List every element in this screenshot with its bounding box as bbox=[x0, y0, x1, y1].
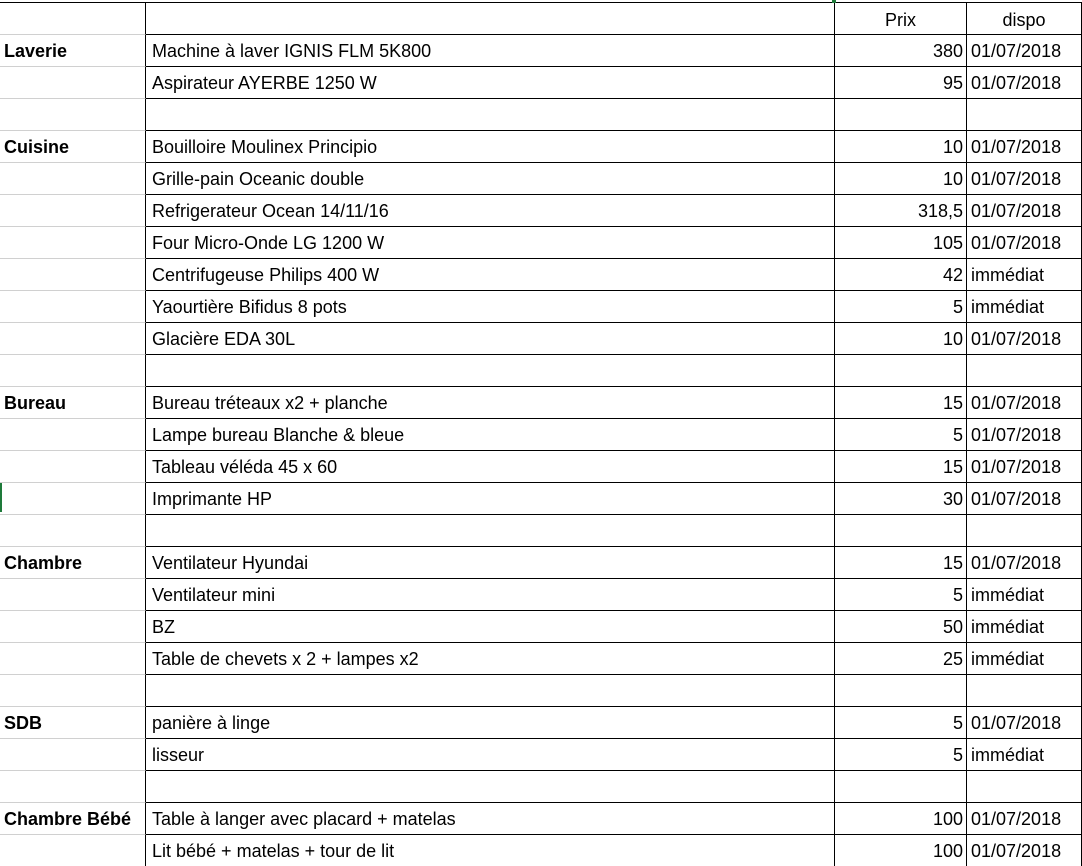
prix-cell[interactable] bbox=[835, 355, 967, 387]
prix-cell[interactable]: 10 bbox=[835, 163, 967, 195]
prix-cell[interactable] bbox=[835, 515, 967, 547]
category-cell[interactable] bbox=[0, 67, 146, 99]
dispo-cell[interactable]: 01/07/2018 bbox=[967, 483, 1082, 515]
dispo-cell[interactable]: 01/07/2018 bbox=[967, 163, 1082, 195]
category-cell[interactable] bbox=[0, 291, 146, 323]
item-cell[interactable]: Machine à laver IGNIS FLM 5K800 bbox=[146, 35, 835, 67]
category-cell[interactable] bbox=[0, 739, 146, 771]
dispo-cell[interactable]: 01/07/2018 bbox=[967, 835, 1082, 866]
item-cell[interactable]: Lampe bureau Blanche & bleue bbox=[146, 419, 835, 451]
item-cell[interactable]: Grille-pain Oceanic double bbox=[146, 163, 835, 195]
prix-cell[interactable]: 100 bbox=[835, 835, 967, 866]
item-cell[interactable]: Table de chevets x 2 + lampes x2 bbox=[146, 643, 835, 675]
prix-cell[interactable]: 30 bbox=[835, 483, 967, 515]
dispo-cell[interactable]: 01/07/2018 bbox=[967, 195, 1082, 227]
prix-cell[interactable]: 5 bbox=[835, 707, 967, 739]
item-cell[interactable] bbox=[146, 99, 835, 131]
dispo-cell[interactable]: immédiat bbox=[967, 291, 1082, 323]
prix-cell[interactable]: 50 bbox=[835, 611, 967, 643]
prix-cell[interactable]: 95 bbox=[835, 67, 967, 99]
category-cell[interactable] bbox=[0, 579, 146, 611]
category-cell[interactable] bbox=[0, 99, 146, 131]
prix-cell[interactable] bbox=[835, 771, 967, 803]
prix-cell[interactable]: 10 bbox=[835, 323, 967, 355]
category-cell[interactable] bbox=[0, 163, 146, 195]
prix-cell[interactable]: 5 bbox=[835, 291, 967, 323]
prix-cell[interactable]: 5 bbox=[835, 739, 967, 771]
dispo-cell[interactable] bbox=[967, 99, 1082, 131]
category-cell[interactable] bbox=[0, 259, 146, 291]
item-cell[interactable]: Centrifugeuse Philips 400 W bbox=[146, 259, 835, 291]
dispo-cell[interactable]: 01/07/2018 bbox=[967, 227, 1082, 259]
category-cell[interactable]: Cuisine bbox=[0, 131, 146, 163]
item-cell[interactable]: Bureau tréteaux x2 + planche bbox=[146, 387, 835, 419]
dispo-cell[interactable]: 01/07/2018 bbox=[967, 547, 1082, 579]
dispo-cell[interactable]: 01/07/2018 bbox=[967, 419, 1082, 451]
header-cell-dispo[interactable]: dispo bbox=[967, 3, 1082, 35]
item-cell[interactable]: lisseur bbox=[146, 739, 835, 771]
prix-cell[interactable]: 25 bbox=[835, 643, 967, 675]
item-cell[interactable]: Lit bébé + matelas + tour de lit bbox=[146, 835, 835, 866]
prix-cell[interactable]: 318,5 bbox=[835, 195, 967, 227]
category-cell[interactable]: SDB bbox=[0, 707, 146, 739]
category-cell[interactable] bbox=[0, 323, 146, 355]
category-cell[interactable] bbox=[0, 835, 146, 866]
item-cell[interactable]: Bouilloire Moulinex Principio bbox=[146, 131, 835, 163]
item-cell[interactable] bbox=[146, 675, 835, 707]
prix-cell[interactable]: 105 bbox=[835, 227, 967, 259]
dispo-cell[interactable]: 01/07/2018 bbox=[967, 707, 1082, 739]
prix-cell[interactable]: 5 bbox=[835, 579, 967, 611]
item-cell[interactable] bbox=[146, 515, 835, 547]
category-cell[interactable] bbox=[0, 643, 146, 675]
dispo-cell[interactable]: 01/07/2018 bbox=[967, 67, 1082, 99]
category-cell[interactable] bbox=[0, 227, 146, 259]
item-cell[interactable]: Ventilateur mini bbox=[146, 579, 835, 611]
header-cell-item[interactable] bbox=[146, 3, 835, 35]
category-cell[interactable] bbox=[0, 195, 146, 227]
category-cell[interactable] bbox=[0, 355, 146, 387]
dispo-cell[interactable]: immédiat bbox=[967, 643, 1082, 675]
category-cell[interactable] bbox=[0, 515, 146, 547]
item-cell[interactable]: Refrigerateur Ocean 14/11/16 bbox=[146, 195, 835, 227]
dispo-cell[interactable] bbox=[967, 515, 1082, 547]
dispo-cell[interactable] bbox=[967, 675, 1082, 707]
prix-cell[interactable]: 5 bbox=[835, 419, 967, 451]
category-cell[interactable] bbox=[0, 483, 146, 515]
dispo-cell[interactable]: 01/07/2018 bbox=[967, 35, 1082, 67]
category-cell[interactable] bbox=[0, 419, 146, 451]
dispo-cell[interactable]: immédiat bbox=[967, 611, 1082, 643]
item-cell[interactable]: Ventilateur Hyundai bbox=[146, 547, 835, 579]
prix-cell[interactable]: 10 bbox=[835, 131, 967, 163]
item-cell[interactable]: Tableau véléda 45 x 60 bbox=[146, 451, 835, 483]
item-cell[interactable]: Imprimante HP bbox=[146, 483, 835, 515]
category-cell[interactable]: Chambre bbox=[0, 547, 146, 579]
item-cell[interactable]: BZ bbox=[146, 611, 835, 643]
prix-cell[interactable]: 15 bbox=[835, 451, 967, 483]
dispo-cell[interactable]: 01/07/2018 bbox=[967, 323, 1082, 355]
item-cell[interactable]: Four Micro-Onde LG 1200 W bbox=[146, 227, 835, 259]
item-cell[interactable] bbox=[146, 771, 835, 803]
category-cell[interactable] bbox=[0, 771, 146, 803]
prix-cell[interactable] bbox=[835, 99, 967, 131]
dispo-cell[interactable]: immédiat bbox=[967, 739, 1082, 771]
table-grid bbox=[0, 3, 1082, 866]
category-cell[interactable] bbox=[0, 451, 146, 483]
dispo-cell[interactable]: immédiat bbox=[967, 579, 1082, 611]
prix-cell[interactable]: 42 bbox=[835, 259, 967, 291]
dispo-cell[interactable]: immédiat bbox=[967, 259, 1082, 291]
item-cell[interactable]: Aspirateur AYERBE 1250 W bbox=[146, 67, 835, 99]
dispo-cell[interactable]: 01/07/2018 bbox=[967, 387, 1082, 419]
category-cell[interactable] bbox=[0, 675, 146, 707]
dispo-cell[interactable]: 01/07/2018 bbox=[967, 803, 1082, 835]
item-cell[interactable]: panière à linge bbox=[146, 707, 835, 739]
prix-cell[interactable]: 380 bbox=[835, 35, 967, 67]
prix-cell[interactable]: 15 bbox=[835, 547, 967, 579]
prix-cell[interactable] bbox=[835, 675, 967, 707]
item-cell[interactable]: Table à langer avec placard + matelas bbox=[146, 803, 835, 835]
prix-cell[interactable]: 100 bbox=[835, 803, 967, 835]
dispo-cell[interactable] bbox=[967, 771, 1082, 803]
header-cell-prix[interactable]: Prix bbox=[835, 3, 967, 35]
prix-cell[interactable]: 15 bbox=[835, 387, 967, 419]
category-cell[interactable]: Laverie bbox=[0, 35, 146, 67]
dispo-cell[interactable]: 01/07/2018 bbox=[967, 451, 1082, 483]
dispo-cell[interactable] bbox=[967, 355, 1082, 387]
category-cell[interactable] bbox=[0, 611, 146, 643]
header-cell-category[interactable] bbox=[0, 3, 146, 35]
item-cell[interactable]: Yaourtière Bifidus 8 pots bbox=[146, 291, 835, 323]
category-cell[interactable]: Bureau bbox=[0, 387, 146, 419]
dispo-cell[interactable]: 01/07/2018 bbox=[967, 131, 1082, 163]
item-cell[interactable] bbox=[146, 355, 835, 387]
category-cell[interactable]: Chambre Bébé bbox=[0, 803, 146, 835]
item-cell[interactable]: Glacière EDA 30L bbox=[146, 323, 835, 355]
